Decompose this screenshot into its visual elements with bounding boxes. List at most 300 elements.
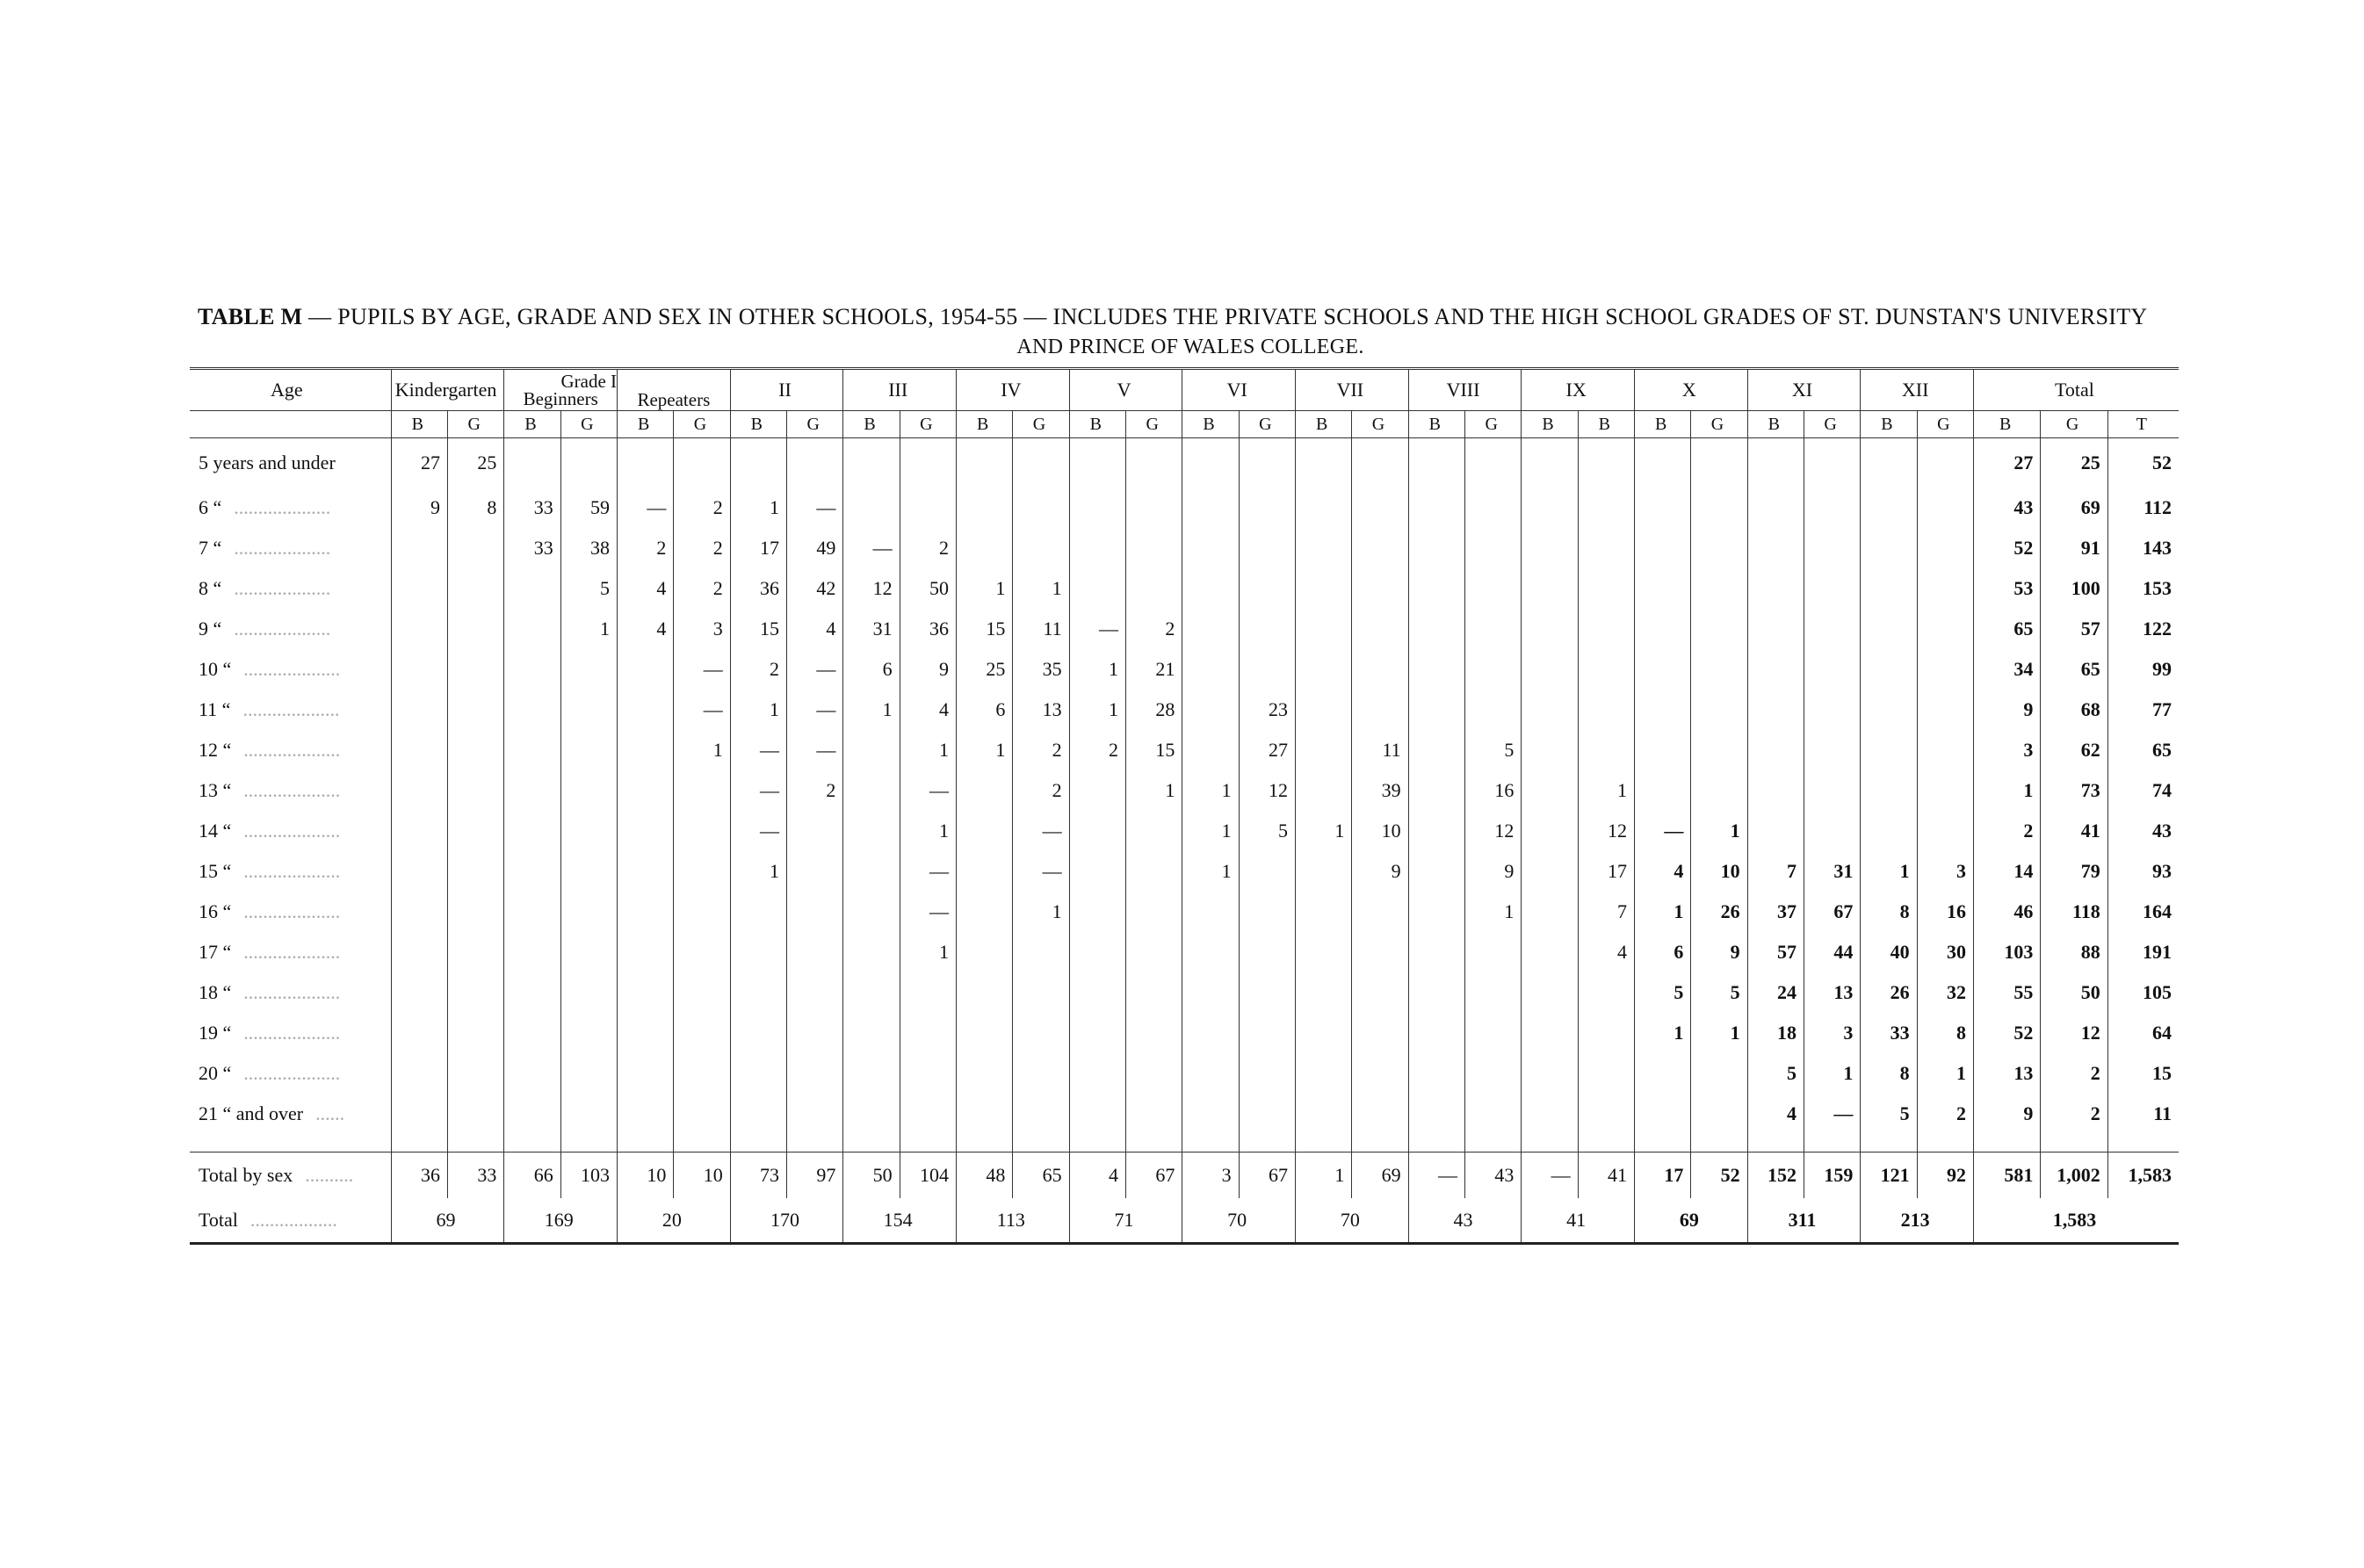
table-cell: —: [787, 690, 843, 730]
age-text: 9 “: [199, 618, 222, 639]
table-cell: [1917, 690, 1973, 730]
subheader-cell: G: [1239, 411, 1295, 438]
table-cell: 43: [1973, 488, 2040, 528]
table-cell: [1522, 609, 1578, 649]
table-cell: 7: [1747, 851, 1804, 892]
table-cell: [730, 892, 786, 932]
total-cell: 20: [618, 1198, 731, 1244]
table-cell: [787, 1013, 843, 1053]
table-cell: [1465, 1053, 1522, 1094]
dot-leader: ....................: [243, 900, 341, 922]
header-grade-x: X: [1634, 369, 1747, 411]
table-cell: [1126, 851, 1182, 892]
table-cell: 25: [448, 438, 504, 488]
table-cell: [448, 770, 504, 811]
table-cell: [957, 770, 1013, 811]
table-cell: [1182, 1094, 1239, 1134]
table-cell: [1917, 568, 1973, 609]
table-cell: 4: [618, 609, 674, 649]
dot-leader: ..........: [305, 1164, 354, 1186]
table-cell: 13: [1973, 1053, 2040, 1094]
table-cell: [1408, 851, 1464, 892]
table-cell: 1: [674, 730, 730, 770]
subheader-cell: G: [1126, 411, 1182, 438]
separator-cell: [190, 1134, 391, 1153]
table-cell: [1126, 1053, 1182, 1094]
table-cell: 91: [2041, 528, 2107, 568]
table-cell: [843, 1094, 900, 1134]
table-cell: [787, 811, 843, 851]
table-cell: [1408, 972, 1464, 1013]
table-cell: [560, 932, 617, 972]
table-cell: [900, 488, 956, 528]
table-cell: 59: [560, 488, 617, 528]
subheader-cell: G: [787, 411, 843, 438]
table-cell: [504, 690, 560, 730]
header-grade-iv: IV: [957, 369, 1070, 411]
table-cell: [391, 892, 447, 932]
table-row: [190, 438, 2179, 488]
table-cell: [787, 932, 843, 972]
header-grade-xii: XII: [1861, 369, 1974, 411]
table-cell: 5: [1239, 811, 1295, 851]
age-text: 18 “: [199, 981, 232, 1003]
table-cell: [1182, 690, 1239, 730]
dot-leader: ....................: [243, 820, 341, 842]
table-cell: 2: [2041, 1094, 2107, 1134]
table-cell: [843, 811, 900, 851]
total-by-sex-cell: 67: [1126, 1153, 1182, 1199]
table-cell: [1126, 1094, 1182, 1134]
table-cell: [391, 1094, 447, 1134]
table-cell: 21: [1126, 649, 1182, 690]
subheader-cell: G: [1465, 411, 1522, 438]
table-cell: [1182, 649, 1239, 690]
table-cell: [1861, 811, 1917, 851]
separator-cell: [1522, 1134, 1578, 1153]
table-row: [190, 932, 2179, 972]
table-cell: [1182, 1053, 1239, 1094]
table-cell: 26: [1691, 892, 1747, 932]
table-cell: 2: [1013, 730, 1069, 770]
table-cell: 41: [2041, 811, 2107, 851]
age-text: 5 years and under: [199, 452, 336, 473]
table-cell: [1408, 1094, 1464, 1134]
table-cell: 36: [730, 568, 786, 609]
table-cell: 35: [1013, 649, 1069, 690]
table-cell: [1578, 1094, 1634, 1134]
table-cell: 38: [560, 528, 617, 568]
table-row: [190, 972, 2179, 1013]
table-cell: [957, 972, 1013, 1013]
table-cell: 1: [1296, 811, 1352, 851]
table-cell: 57: [2041, 609, 2107, 649]
table-cell: [1182, 568, 1239, 609]
age-text: 7 “: [199, 537, 222, 559]
table-cell: [1239, 892, 1295, 932]
table-cell: [1747, 568, 1804, 609]
table-cell: 55: [1973, 972, 2040, 1013]
table-cell: 191: [2107, 932, 2179, 972]
table-row: [190, 892, 2179, 932]
table-cell: 1: [1465, 892, 1522, 932]
table-cell: [1522, 1013, 1578, 1053]
age-label: [190, 488, 391, 528]
subheader-cell: B: [730, 411, 786, 438]
header-row-sex: [190, 411, 2179, 438]
table-cell: [843, 730, 900, 770]
table-row: [190, 1094, 2179, 1134]
table-cell: [1126, 528, 1182, 568]
subheader-cell: G: [900, 411, 956, 438]
table-cell: [504, 1094, 560, 1134]
subheader-cell: G: [1352, 411, 1408, 438]
table-cell: 34: [1973, 649, 2040, 690]
dot-leader: ....................: [234, 577, 331, 599]
table-cell: [957, 1013, 1013, 1053]
table-cell: [1352, 609, 1408, 649]
table-cell: [1408, 1053, 1464, 1094]
table-cell: [1013, 438, 1069, 488]
total-cell: 1,583: [1973, 1198, 2179, 1244]
table-cell: [957, 1094, 1013, 1134]
table-cell: [1691, 690, 1747, 730]
table-cell: 11: [1352, 730, 1408, 770]
table-cell: 27: [1973, 438, 2040, 488]
header-grade1-repeaters: [618, 369, 731, 411]
table-cell: 9: [391, 488, 447, 528]
table-cell: [957, 488, 1013, 528]
dot-leader: ....................: [234, 618, 331, 639]
table-cell: [1522, 649, 1578, 690]
table-cell: [1917, 528, 1973, 568]
table-cell: [1296, 1094, 1352, 1134]
table-cell: 18: [1747, 1013, 1804, 1053]
table-cell: [1182, 609, 1239, 649]
table-cell: [1126, 932, 1182, 972]
table-cell: 1: [1634, 1013, 1690, 1053]
total-by-sex-cell: 48: [957, 1153, 1013, 1199]
total-by-sex-cell: 52: [1691, 1153, 1747, 1199]
table-cell: [1917, 609, 1973, 649]
table-cell: [1352, 932, 1408, 972]
table-cell: [1296, 770, 1352, 811]
table-cell: [391, 1053, 447, 1094]
table-cell: 1: [900, 811, 956, 851]
table-cell: [730, 1013, 786, 1053]
table-cell: [1239, 488, 1295, 528]
table-cell: [674, 811, 730, 851]
table-cell: 1: [1973, 770, 2040, 811]
table-cell: 17: [730, 528, 786, 568]
table-cell: 1: [957, 568, 1013, 609]
total-by-sex-cell: 4: [1069, 1153, 1125, 1199]
subheader-cell: G: [560, 411, 617, 438]
table-cell: [1013, 1094, 1069, 1134]
table-cell: [1408, 932, 1464, 972]
table-cell: [504, 972, 560, 1013]
table-cell: [1069, 488, 1125, 528]
table-cell: [1126, 972, 1182, 1013]
table-cell: 13: [1013, 690, 1069, 730]
subheader-cell: B: [1861, 411, 1917, 438]
separator-cell: [2107, 1134, 2179, 1153]
dot-leader: ....................: [243, 1062, 341, 1084]
table-row: [190, 851, 2179, 892]
age-label: [190, 438, 391, 488]
table-cell: 33: [1861, 1013, 1917, 1053]
table-cell: 2: [2041, 1053, 2107, 1094]
table-cell: [1408, 730, 1464, 770]
total-by-sex-cell: 43: [1465, 1153, 1522, 1199]
table-cell: [1352, 568, 1408, 609]
total-by-sex-cell: 152: [1747, 1153, 1804, 1199]
table-cell: 1: [1578, 770, 1634, 811]
total-by-sex-cell: 97: [787, 1153, 843, 1199]
table-cell: [1578, 568, 1634, 609]
subheader-age-blank: [190, 411, 391, 438]
dot-leader: ....................: [243, 1022, 341, 1044]
table-cell: 53: [1973, 568, 2040, 609]
table-cell: 27: [1239, 730, 1295, 770]
subheader-cell: B: [618, 411, 674, 438]
separator-cell: [1465, 1134, 1522, 1153]
table-cell: [1578, 528, 1634, 568]
table-cell: [1069, 528, 1125, 568]
table-cell: [560, 730, 617, 770]
table-row: [190, 609, 2179, 649]
table-cell: 93: [2107, 851, 2179, 892]
table-cell: [1013, 528, 1069, 568]
table-cell: [1182, 438, 1239, 488]
table-cell: [1465, 932, 1522, 972]
age-text: 13 “: [199, 779, 232, 801]
table-cell: —: [1013, 811, 1069, 851]
table-cell: [1522, 1053, 1578, 1094]
table-cell: [1691, 568, 1747, 609]
subheader-cell: B: [1522, 411, 1578, 438]
age-label: [190, 851, 391, 892]
table-cell: 12: [1465, 811, 1522, 851]
subheader-cell: B: [1634, 411, 1690, 438]
table-cell: [1634, 690, 1690, 730]
table-cell: 105: [2107, 972, 2179, 1013]
table-cell: [1917, 730, 1973, 770]
total-cell: 113: [957, 1198, 1070, 1244]
table-cell: 14: [1973, 851, 2040, 892]
table-cell: [730, 932, 786, 972]
table-cell: [1126, 438, 1182, 488]
table-cell: 3: [1973, 730, 2040, 770]
table-cell: [1465, 972, 1522, 1013]
table-cell: [391, 609, 447, 649]
table-cell: [391, 730, 447, 770]
total-by-sex-cell: —: [1408, 1153, 1464, 1199]
age-label: [190, 1094, 391, 1134]
table-cell: 1: [1182, 770, 1239, 811]
table-cell: [900, 1013, 956, 1053]
table-cell: [957, 892, 1013, 932]
table-cell: [900, 972, 956, 1013]
age-text: 16 “: [199, 900, 232, 922]
total-cell: 43: [1408, 1198, 1522, 1244]
table-cell: [1747, 770, 1804, 811]
table-cell: [1634, 1053, 1690, 1094]
total-by-sex-cell: 159: [1804, 1153, 1860, 1199]
table-cell: [1522, 730, 1578, 770]
table-cell: [1408, 690, 1464, 730]
table-cell: [448, 1053, 504, 1094]
table-cell: 3: [1804, 1013, 1860, 1053]
table-label: TABLE M: [198, 304, 303, 329]
table-cell: 13: [1804, 972, 1860, 1013]
table-cell: [1352, 1013, 1408, 1053]
table-cell: 69: [2041, 488, 2107, 528]
table-cell: [957, 932, 1013, 972]
table-cell: [1578, 972, 1634, 1013]
subheader-cell: B: [1578, 411, 1634, 438]
table-cell: —: [1804, 1094, 1860, 1134]
table-cell: 4: [1747, 1094, 1804, 1134]
header-grade-vii: VII: [1296, 369, 1409, 411]
table-cell: [391, 568, 447, 609]
table-cell: [1408, 770, 1464, 811]
table-cell: —: [730, 811, 786, 851]
separator-cell: [1973, 1134, 2040, 1153]
table-cell: [391, 649, 447, 690]
table-cell: [674, 972, 730, 1013]
table-cell: [1917, 770, 1973, 811]
total-by-sex-cell: 1: [1296, 1153, 1352, 1199]
header-grade-vi: VI: [1182, 369, 1296, 411]
table-cell: [1352, 690, 1408, 730]
table-cell: 11: [1013, 609, 1069, 649]
table-row: [190, 649, 2179, 690]
table-cell: 10: [1352, 811, 1408, 851]
header-grade-viii: VIII: [1408, 369, 1522, 411]
table-cell: [1804, 649, 1860, 690]
total-cell: 154: [843, 1198, 957, 1244]
total-by-sex-cell: 3: [1182, 1153, 1239, 1199]
age-text: 14 “: [199, 820, 232, 842]
table-cell: [504, 1053, 560, 1094]
table-cell: [618, 972, 674, 1013]
table-cell: [448, 1013, 504, 1053]
table-cell: [1634, 649, 1690, 690]
table-cell: [1239, 609, 1295, 649]
age-label: [190, 528, 391, 568]
table-cell: [1578, 488, 1634, 528]
table-cell: [391, 770, 447, 811]
table-cell: [1352, 972, 1408, 1013]
separator-cell: [2041, 1134, 2107, 1153]
table-cell: [1917, 488, 1973, 528]
table-cell: [448, 892, 504, 932]
table-cell: [1465, 1013, 1522, 1053]
table-cell: [1352, 649, 1408, 690]
table-cell: 68: [2041, 690, 2107, 730]
table-cell: 9: [1352, 851, 1408, 892]
table-cell: [1465, 649, 1522, 690]
separator-cell: [560, 1134, 617, 1153]
table-cell: [1296, 609, 1352, 649]
table-body: [190, 438, 2179, 1244]
table-cell: [1917, 811, 1973, 851]
total-cell: 311: [1747, 1198, 1861, 1244]
total-by-sex-cell: 17: [1634, 1153, 1690, 1199]
table-cell: 122: [2107, 609, 2179, 649]
table-cell: [843, 488, 900, 528]
table-cell: [674, 1013, 730, 1053]
table-cell: [1296, 730, 1352, 770]
table-cell: 164: [2107, 892, 2179, 932]
total-by-sex-cell: 121: [1861, 1153, 1917, 1199]
table-cell: [1804, 730, 1860, 770]
table-cell: 1: [730, 690, 786, 730]
table-cell: 15: [730, 609, 786, 649]
table-cell: 44: [1804, 932, 1860, 972]
table-cell: 1: [730, 851, 786, 892]
table-cell: [1352, 892, 1408, 932]
table-cell: [1408, 892, 1464, 932]
table-cell: [1747, 690, 1804, 730]
table-cell: [1069, 1013, 1125, 1053]
table-cell: [618, 770, 674, 811]
table-cell: —: [900, 770, 956, 811]
total-cell: 70: [1182, 1198, 1296, 1244]
table-cell: 1: [1126, 770, 1182, 811]
table-cell: [504, 851, 560, 892]
table-cell: —: [787, 488, 843, 528]
table-cell: [1747, 649, 1804, 690]
table-cell: [391, 690, 447, 730]
table-cell: [957, 851, 1013, 892]
table-cell: [730, 972, 786, 1013]
table-cell: —: [730, 770, 786, 811]
table-cell: [1634, 568, 1690, 609]
subheader-cell: G: [1691, 411, 1747, 438]
subheader-cell: G: [1804, 411, 1860, 438]
table-cell: 5: [1634, 972, 1690, 1013]
total-cell: 169: [504, 1198, 618, 1244]
header-kindergarten: Kindergarten: [391, 369, 504, 411]
table-cell: 9: [900, 649, 956, 690]
dot-leader: ....................: [234, 496, 331, 518]
age-label: [190, 690, 391, 730]
separator-cell: [1182, 1134, 1239, 1153]
subheader-cell: B: [1182, 411, 1239, 438]
table-cell: [957, 438, 1013, 488]
table-cell: [1069, 851, 1125, 892]
table-cell: [1691, 1094, 1747, 1134]
table-cell: 16: [1917, 892, 1973, 932]
header-row-groups: [190, 369, 2179, 411]
table-cell: [957, 528, 1013, 568]
age-text: 10 “: [199, 658, 232, 680]
table-cell: [391, 972, 447, 1013]
table-cell: [560, 892, 617, 932]
table-cell: 40: [1861, 932, 1917, 972]
table-cell: 42: [787, 568, 843, 609]
table-cell: [843, 770, 900, 811]
table-cell: [1069, 811, 1125, 851]
table-cell: 23: [1239, 690, 1295, 730]
table-cell: 25: [2041, 438, 2107, 488]
table-cell: —: [674, 649, 730, 690]
dot-leader: ....................: [243, 860, 341, 882]
table-cell: [618, 1013, 674, 1053]
table-cell: 15: [2107, 1053, 2179, 1094]
